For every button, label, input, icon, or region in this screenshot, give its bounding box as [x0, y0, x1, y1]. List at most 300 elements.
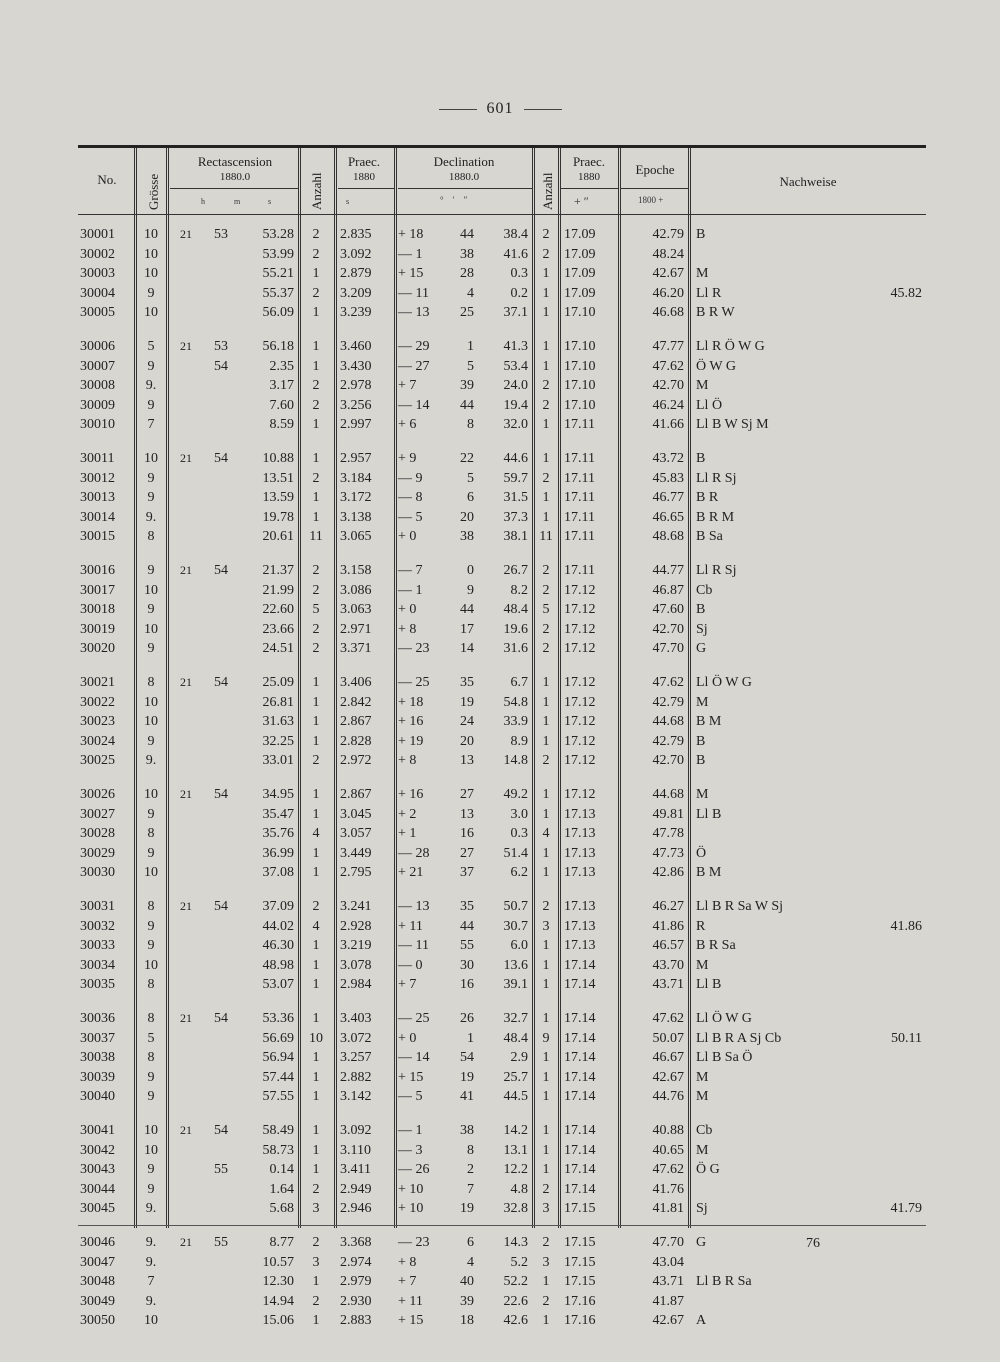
cell-nachweise: A [696, 1313, 707, 1329]
cell-epoche: 42.86 [652, 865, 684, 881]
cell-no: 30036 [80, 1011, 115, 1026]
cell-anzahl: 1 [312, 806, 320, 822]
cell-nachweise: B [696, 753, 706, 769]
cell-praec-2: 17.11 [564, 563, 595, 578]
cell-dec-min: 55 [460, 938, 474, 954]
cell-dec-sec: 8.2 [510, 582, 528, 598]
cell-epoche: 47.60 [652, 602, 684, 618]
cell-dec-sec: 49.2 [503, 787, 528, 802]
cell-epoche: 46.65 [652, 509, 684, 525]
cell-ra-s: 53.99 [262, 246, 294, 262]
cell-dec-deg: — 7 [398, 563, 423, 578]
cell-nachweise: B R [696, 490, 719, 506]
cell-ra-s: 48.98 [262, 957, 294, 973]
cell-dec-sec: 37.1 [503, 305, 528, 321]
cell-dec-deg: — 23 [398, 1235, 430, 1250]
cell-praec: 3.172 [340, 490, 372, 506]
cell-dec-min: 9 [467, 582, 474, 598]
cell-groesse: 9 [147, 397, 155, 413]
cell-dec-deg: — 9 [398, 470, 423, 486]
cell-groesse: 9 [147, 285, 155, 301]
cell-praec-2: 17.14 [564, 1011, 596, 1026]
cell-no: 30030 [80, 865, 115, 881]
cell-dec-min: 6 [467, 490, 474, 506]
cell-dec-sec: 31.6 [503, 641, 528, 657]
cell-groesse: 10 [144, 305, 158, 321]
cell-praec: 3.256 [340, 397, 372, 413]
cell-dec-deg: — 11 [398, 938, 429, 954]
cell-nachweise: Ll R Sj [696, 470, 737, 486]
cell-ra-m: 55 [214, 1162, 228, 1178]
cell-dec-deg: + 15 [398, 266, 424, 282]
epoche-header-rule [620, 188, 688, 189]
cell-anzahl: 1 [312, 417, 320, 433]
cell-nachweise: Ll B R A Sj Cb [696, 1030, 782, 1046]
cell-no: 30037 [80, 1030, 115, 1046]
cell-praec-2: 17.15 [564, 1254, 596, 1270]
cell-dec-min: 24 [460, 714, 474, 730]
cell-nachweise: M [696, 1069, 709, 1085]
cell-groesse: 9 [147, 1069, 155, 1085]
cell-anzahl: 4 [312, 918, 320, 934]
col-divider [134, 148, 137, 1228]
cell-no: 30040 [80, 1089, 115, 1105]
cell-ra-s: 53.28 [262, 227, 294, 242]
cell-ra-h: 21 [180, 1235, 192, 1249]
cell-praec: 3.072 [340, 1030, 372, 1046]
cell-anzahl-2: 1 [542, 1123, 550, 1138]
col-header-ra: Rectascension [197, 154, 273, 169]
cell-dec-sec: 14.2 [503, 1123, 528, 1138]
cell-praec-2: 17.16 [564, 1313, 596, 1329]
cell-praec: 3.371 [340, 641, 372, 657]
col-header-praec: Praec. [347, 154, 381, 169]
cell-praec-2: 17.13 [564, 899, 596, 914]
cell-dec-sec: 44.6 [503, 451, 528, 466]
cell-groesse: 9 [147, 733, 155, 749]
cell-dec-min: 28 [460, 266, 474, 282]
cell-ra-s: 44.02 [262, 918, 294, 934]
cell-ra-s: 57.44 [262, 1069, 294, 1085]
cell-dec-deg: + 0 [398, 1030, 417, 1046]
cell-groesse: 7 [147, 1274, 155, 1290]
cell-epoche: 47.62 [652, 358, 684, 374]
page-number-text: 601 [486, 100, 514, 117]
cell-anzahl-2: 1 [542, 339, 550, 354]
cell-praec-2: 17.14 [564, 1142, 596, 1158]
cell-ra-h: 21 [180, 787, 192, 801]
cell-nachweise: Cb [696, 582, 713, 598]
cell-dec-sec: 38.1 [503, 529, 528, 545]
cell-no: 30007 [80, 358, 115, 374]
cell-dec-sec: 32.0 [503, 417, 528, 433]
cell-dec-deg: + 16 [398, 787, 424, 802]
cell-praec-2: 17.09 [564, 246, 596, 262]
cell-dec-sec: 0.2 [510, 285, 528, 301]
cell-anzahl: 1 [312, 1050, 320, 1066]
cell-anzahl-2: 3 [542, 1254, 550, 1270]
col-header-dec-epoch: 1880.0 [448, 171, 480, 183]
cell-anzahl-2: 3 [542, 918, 550, 934]
cell-praec: 2.930 [340, 1293, 372, 1309]
cell-anzahl-2: 1 [542, 694, 550, 710]
cell-ra-s: 26.81 [262, 694, 294, 710]
cell-dec-sec: 14.8 [503, 753, 528, 769]
cell-anzahl-2: 2 [542, 397, 550, 413]
cell-epoche: 44.68 [652, 787, 684, 802]
cell-ra-s: 58.73 [262, 1142, 294, 1158]
cell-praec: 3.110 [340, 1142, 371, 1158]
cell-no: 30018 [80, 602, 115, 618]
cell-no: 30005 [80, 305, 115, 321]
cell-no: 30038 [80, 1050, 115, 1066]
cell-praec-2: 17.15 [564, 1235, 596, 1250]
cell-no: 30014 [80, 509, 115, 525]
cell-dec-min: 1 [467, 1030, 474, 1046]
cell-anzahl: 1 [312, 733, 320, 749]
cell-groesse: 7 [147, 417, 155, 433]
cell-praec: 3.411 [340, 1162, 371, 1178]
cell-praec: 2.997 [340, 417, 372, 433]
cell-anzahl-2: 1 [542, 451, 550, 466]
cell-anzahl-2: 1 [542, 285, 550, 301]
cell-dec-sec: 31.5 [503, 490, 528, 506]
cell-nachweise: Ll Ö W G [696, 1011, 752, 1026]
cell-dec-sec: 59.7 [503, 470, 528, 486]
cell-no: 30034 [80, 957, 115, 973]
cell-nachweise: Ö G [696, 1162, 720, 1178]
cell-praec-2: 17.13 [564, 918, 596, 934]
cell-dec-deg: + 7 [398, 977, 417, 993]
cell-anzahl: 1 [312, 1313, 320, 1329]
cell-praec: 3.184 [340, 470, 372, 486]
cell-dec-sec: 13.6 [503, 957, 528, 973]
cell-praec: 3.449 [340, 845, 372, 861]
cell-anzahl-2: 1 [542, 1142, 550, 1158]
cell-groesse: 10 [144, 227, 158, 242]
cell-epoche: 47.62 [652, 675, 684, 690]
cell-dec-min: 27 [460, 787, 474, 802]
cell-ra-h: 21 [180, 563, 192, 577]
cell-groesse: 10 [144, 266, 158, 282]
cell-no: 30015 [80, 529, 115, 545]
cell-praec-2: 17.14 [564, 1123, 596, 1138]
cell-dec-min: 13 [460, 806, 474, 822]
cell-dec-deg: — 25 [398, 1011, 430, 1026]
cell-epoche: 46.27 [652, 899, 684, 914]
cell-dec-sec: 44.5 [503, 1089, 528, 1105]
cell-ra-s: 1.64 [269, 1181, 294, 1197]
cell-groesse: 9 [147, 1089, 155, 1105]
cell-praec-2: 17.14 [564, 1089, 596, 1105]
col-divider [298, 148, 301, 1228]
cell-anzahl: 1 [312, 266, 320, 282]
cell-dec-sec: 3.0 [510, 806, 528, 822]
cell-praec: 3.219 [340, 938, 372, 954]
cell-ra-m: 54 [214, 787, 228, 802]
cell-anzahl-2: 2 [542, 582, 550, 598]
cell-groesse: 9. [145, 753, 157, 769]
cell-anzahl: 1 [312, 1123, 320, 1138]
cell-anzahl: 4 [312, 826, 320, 842]
cell-anzahl: 1 [312, 1162, 320, 1178]
cell-praec: 3.403 [340, 1011, 372, 1026]
col-divider [166, 148, 169, 1228]
cell-dec-min: 20 [460, 733, 474, 749]
cell-nachweise: Ll B R Sa W Sj [696, 899, 784, 914]
cell-praec-2: 17.14 [564, 1162, 596, 1178]
cell-anzahl-2: 2 [542, 753, 550, 769]
cell-dec-sec: 19.6 [503, 621, 528, 637]
cell-anzahl-2: 1 [542, 1274, 550, 1290]
cell-no: 30003 [80, 266, 115, 282]
cell-nachweise: Ll B [696, 806, 722, 822]
cell-anzahl: 2 [312, 582, 320, 598]
cell-praec-2: 17.16 [564, 1293, 596, 1309]
cell-no: 30013 [80, 490, 115, 506]
cell-praec-2: 17.12 [564, 714, 596, 730]
cell-dec-sec: 22.6 [503, 1293, 528, 1309]
cell-dec-min: 44 [460, 227, 474, 242]
cell-dec-sec: 6.2 [510, 865, 528, 881]
cell-nachweise: Ll Ö [696, 397, 723, 413]
cell-dec-deg: + 0 [398, 529, 417, 545]
cell-dec-deg: — 5 [398, 1089, 423, 1105]
ra-m-unit: m [234, 197, 241, 206]
cell-anzahl-2: 1 [542, 1011, 550, 1026]
cell-epoche: 43.04 [652, 1254, 684, 1270]
cell-nachweise: Ll R [696, 285, 722, 301]
cell-epoche: 46.24 [652, 397, 684, 413]
cell-dec-sec: 50.7 [503, 899, 528, 914]
cell-dec-sec: 39.1 [503, 977, 528, 993]
cell-dec-min: 39 [460, 1293, 474, 1309]
praec2-header-rule [560, 188, 618, 189]
cell-nachweise: M [696, 1089, 709, 1105]
cell-praec-2: 17.09 [564, 227, 596, 242]
cell-praec-2: 17.14 [564, 1069, 596, 1085]
cell-dec-deg: + 21 [398, 865, 424, 881]
cell-groesse: 9 [147, 1162, 155, 1178]
cell-note: 50.11 [891, 1030, 922, 1046]
cell-nachweise: M [696, 694, 709, 710]
cell-praec-2: 17.11 [564, 451, 595, 466]
cell-anzahl: 2 [312, 641, 320, 657]
cell-ra-s: 20.61 [262, 529, 294, 545]
col-divider [688, 148, 691, 1228]
cell-anzahl: 2 [312, 397, 320, 413]
col-header-ra-epoch: 1880.0 [219, 171, 251, 183]
cell-no: 30041 [80, 1123, 115, 1138]
cell-dec-deg: + 18 [398, 227, 424, 242]
cell-groesse: 10 [144, 621, 158, 637]
cell-epoche: 42.79 [652, 227, 684, 242]
page-number [0, 100, 1000, 118]
cell-nachweise: B [696, 733, 706, 749]
cell-ra-s: 24.51 [262, 641, 294, 657]
cell-dec-deg: + 11 [398, 1293, 423, 1309]
cell-epoche: 50.07 [652, 1030, 684, 1046]
cell-ra-s: 2.35 [269, 358, 294, 374]
cell-dec-min: 35 [460, 675, 474, 690]
cell-praec: 3.406 [340, 675, 372, 690]
cell-anzahl-2: 1 [542, 1162, 550, 1178]
cell-groesse: 10 [144, 787, 158, 802]
cell-epoche: 41.81 [652, 1201, 684, 1217]
cell-praec: 3.142 [340, 1089, 372, 1105]
cell-dec-min: 1 [467, 339, 474, 354]
cell-no: 30021 [80, 675, 115, 690]
cell-epoche: 42.79 [652, 733, 684, 749]
cell-dec-min: 39 [460, 378, 474, 394]
cell-groesse: 8 [147, 1011, 155, 1026]
cell-nachweise: B R W [696, 305, 735, 321]
cell-dec-min: 5 [467, 358, 474, 374]
cell-no: 30044 [80, 1181, 115, 1197]
cell-groesse: 9. [145, 1254, 157, 1270]
cell-epoche: 40.88 [652, 1123, 684, 1138]
cell-praec-2: 17.10 [564, 397, 596, 413]
cell-nachweise: B [696, 451, 706, 466]
cell-nachweise: Ll Ö W G [696, 675, 752, 690]
cell-dec-sec: 24.0 [503, 378, 528, 394]
cell-anzahl-2: 1 [542, 1069, 550, 1085]
cell-praec: 3.092 [340, 246, 372, 262]
cell-nachweise: Ö W G [696, 358, 736, 374]
cell-anzahl: 1 [312, 1011, 320, 1026]
cell-dec-sec: 6.0 [510, 938, 528, 954]
cell-anzahl: 2 [312, 285, 320, 301]
cell-anzahl: 1 [312, 957, 320, 973]
cell-dec-sec: 4.8 [510, 1181, 528, 1197]
cell-dec-min: 16 [460, 826, 474, 842]
cell-dec-deg: — 14 [398, 397, 430, 413]
cell-dec-sec: 53.4 [503, 358, 528, 374]
cell-dec-deg: + 19 [398, 733, 424, 749]
cell-no: 30039 [80, 1069, 115, 1085]
cell-praec: 2.828 [340, 733, 372, 749]
cell-praec: 2.879 [340, 266, 372, 282]
cell-groesse: 9 [147, 358, 155, 374]
cell-praec-2: 17.13 [564, 938, 596, 954]
cell-anzahl: 10 [309, 1030, 323, 1046]
cell-no: 30002 [80, 246, 115, 262]
cell-dec-min: 6 [467, 1235, 474, 1250]
cell-dec-deg: + 0 [398, 602, 417, 618]
cell-anzahl: 1 [312, 339, 320, 354]
cell-dec-deg: — 14 [398, 1050, 430, 1066]
cell-praec-2: 17.10 [564, 378, 596, 394]
cell-dec-deg: + 7 [398, 378, 417, 394]
cell-dec-sec: 51.4 [503, 845, 528, 861]
cell-praec: 2.974 [340, 1254, 372, 1270]
cell-anzahl-2: 1 [542, 266, 550, 282]
cell-no: 30032 [80, 918, 115, 934]
cell-anzahl-2: 2 [542, 1235, 550, 1250]
cell-anzahl: 1 [312, 977, 320, 993]
cell-dec-min: 20 [460, 509, 474, 525]
cell-praec: 3.257 [340, 1050, 372, 1066]
cell-dec-sec: 2.9 [510, 1050, 528, 1066]
cell-epoche: 41.76 [652, 1181, 684, 1197]
cell-anzahl-2: 1 [542, 675, 550, 690]
cell-nachweise: M [696, 378, 709, 394]
cell-dec-deg: + 8 [398, 1254, 417, 1270]
cell-groesse: 9 [147, 470, 155, 486]
cell-ra-h: 21 [180, 1011, 192, 1025]
cell-dec-min: 26 [460, 1011, 474, 1026]
cell-praec: 3.086 [340, 582, 372, 598]
cell-ra-s: 56.09 [262, 305, 294, 321]
cell-ra-s: 58.49 [262, 1123, 294, 1138]
cell-no: 30019 [80, 621, 115, 637]
cell-anzahl: 1 [312, 490, 320, 506]
cell-dec-min: 40 [460, 1274, 474, 1290]
cell-dec-deg: + 10 [398, 1181, 424, 1197]
cell-dec-min: 38 [460, 529, 474, 545]
cell-praec: 2.979 [340, 1274, 372, 1290]
cell-dec-deg: + 16 [398, 714, 424, 730]
cell-no: 30049 [80, 1293, 115, 1309]
cell-praec: 2.867 [340, 714, 372, 730]
cell-anzahl: 1 [312, 787, 320, 802]
cell-anzahl-2: 1 [542, 358, 550, 374]
cell-ra-s: 55.21 [262, 266, 294, 282]
cell-praec: 2.882 [340, 1069, 372, 1085]
cell-dec-sec: 0.3 [510, 266, 528, 282]
cell-groesse: 10 [144, 957, 158, 973]
cell-anzahl-2: 1 [542, 1089, 550, 1105]
cell-groesse: 9. [145, 378, 157, 394]
cell-no: 30004 [80, 285, 115, 301]
cell-dec-deg: + 8 [398, 621, 417, 637]
cell-ra-h: 21 [180, 899, 192, 913]
cell-dec-sec: 48.4 [503, 602, 528, 618]
cell-no: 30033 [80, 938, 115, 954]
cell-ra-m: 55 [214, 1235, 228, 1250]
cell-dec-deg: + 7 [398, 1274, 417, 1290]
cell-dec-min: 13 [460, 753, 474, 769]
cell-dec-deg: — 1 [398, 1123, 423, 1138]
cell-ra-m: 53 [214, 227, 228, 242]
cell-praec-2: 17.11 [564, 509, 595, 525]
sheet-mark: 76 [806, 1236, 820, 1251]
cell-dec-deg: + 2 [398, 806, 417, 822]
cell-praec: 2.978 [340, 378, 372, 394]
cell-anzahl: 1 [312, 845, 320, 861]
cell-praec-2: 17.10 [564, 339, 596, 354]
cell-nachweise: R [696, 918, 706, 934]
cell-ra-s: 36.99 [262, 845, 294, 861]
cell-dec-deg: — 26 [398, 1162, 430, 1178]
cell-anzahl-2: 1 [542, 417, 550, 433]
cell-epoche: 46.68 [652, 305, 684, 321]
cell-dec-sec: 5.2 [510, 1254, 528, 1270]
cell-epoche: 43.70 [652, 957, 684, 973]
cell-praec-2: 17.14 [564, 1050, 596, 1066]
cell-dec-deg: — 1 [398, 246, 423, 262]
cell-groesse: 9. [145, 1235, 157, 1250]
cell-anzahl-2: 1 [542, 733, 550, 749]
cell-no: 30012 [80, 470, 115, 486]
cell-dec-sec: 32.7 [503, 1011, 528, 1026]
epoche-unit: 1800 + [638, 195, 664, 205]
cell-ra-s: 13.59 [262, 490, 294, 506]
cell-nachweise: Ll R Ö W G [696, 339, 765, 354]
cell-anzahl-2: 1 [542, 977, 550, 993]
cell-groesse: 10 [144, 865, 158, 881]
cell-praec-2: 17.12 [564, 582, 596, 598]
